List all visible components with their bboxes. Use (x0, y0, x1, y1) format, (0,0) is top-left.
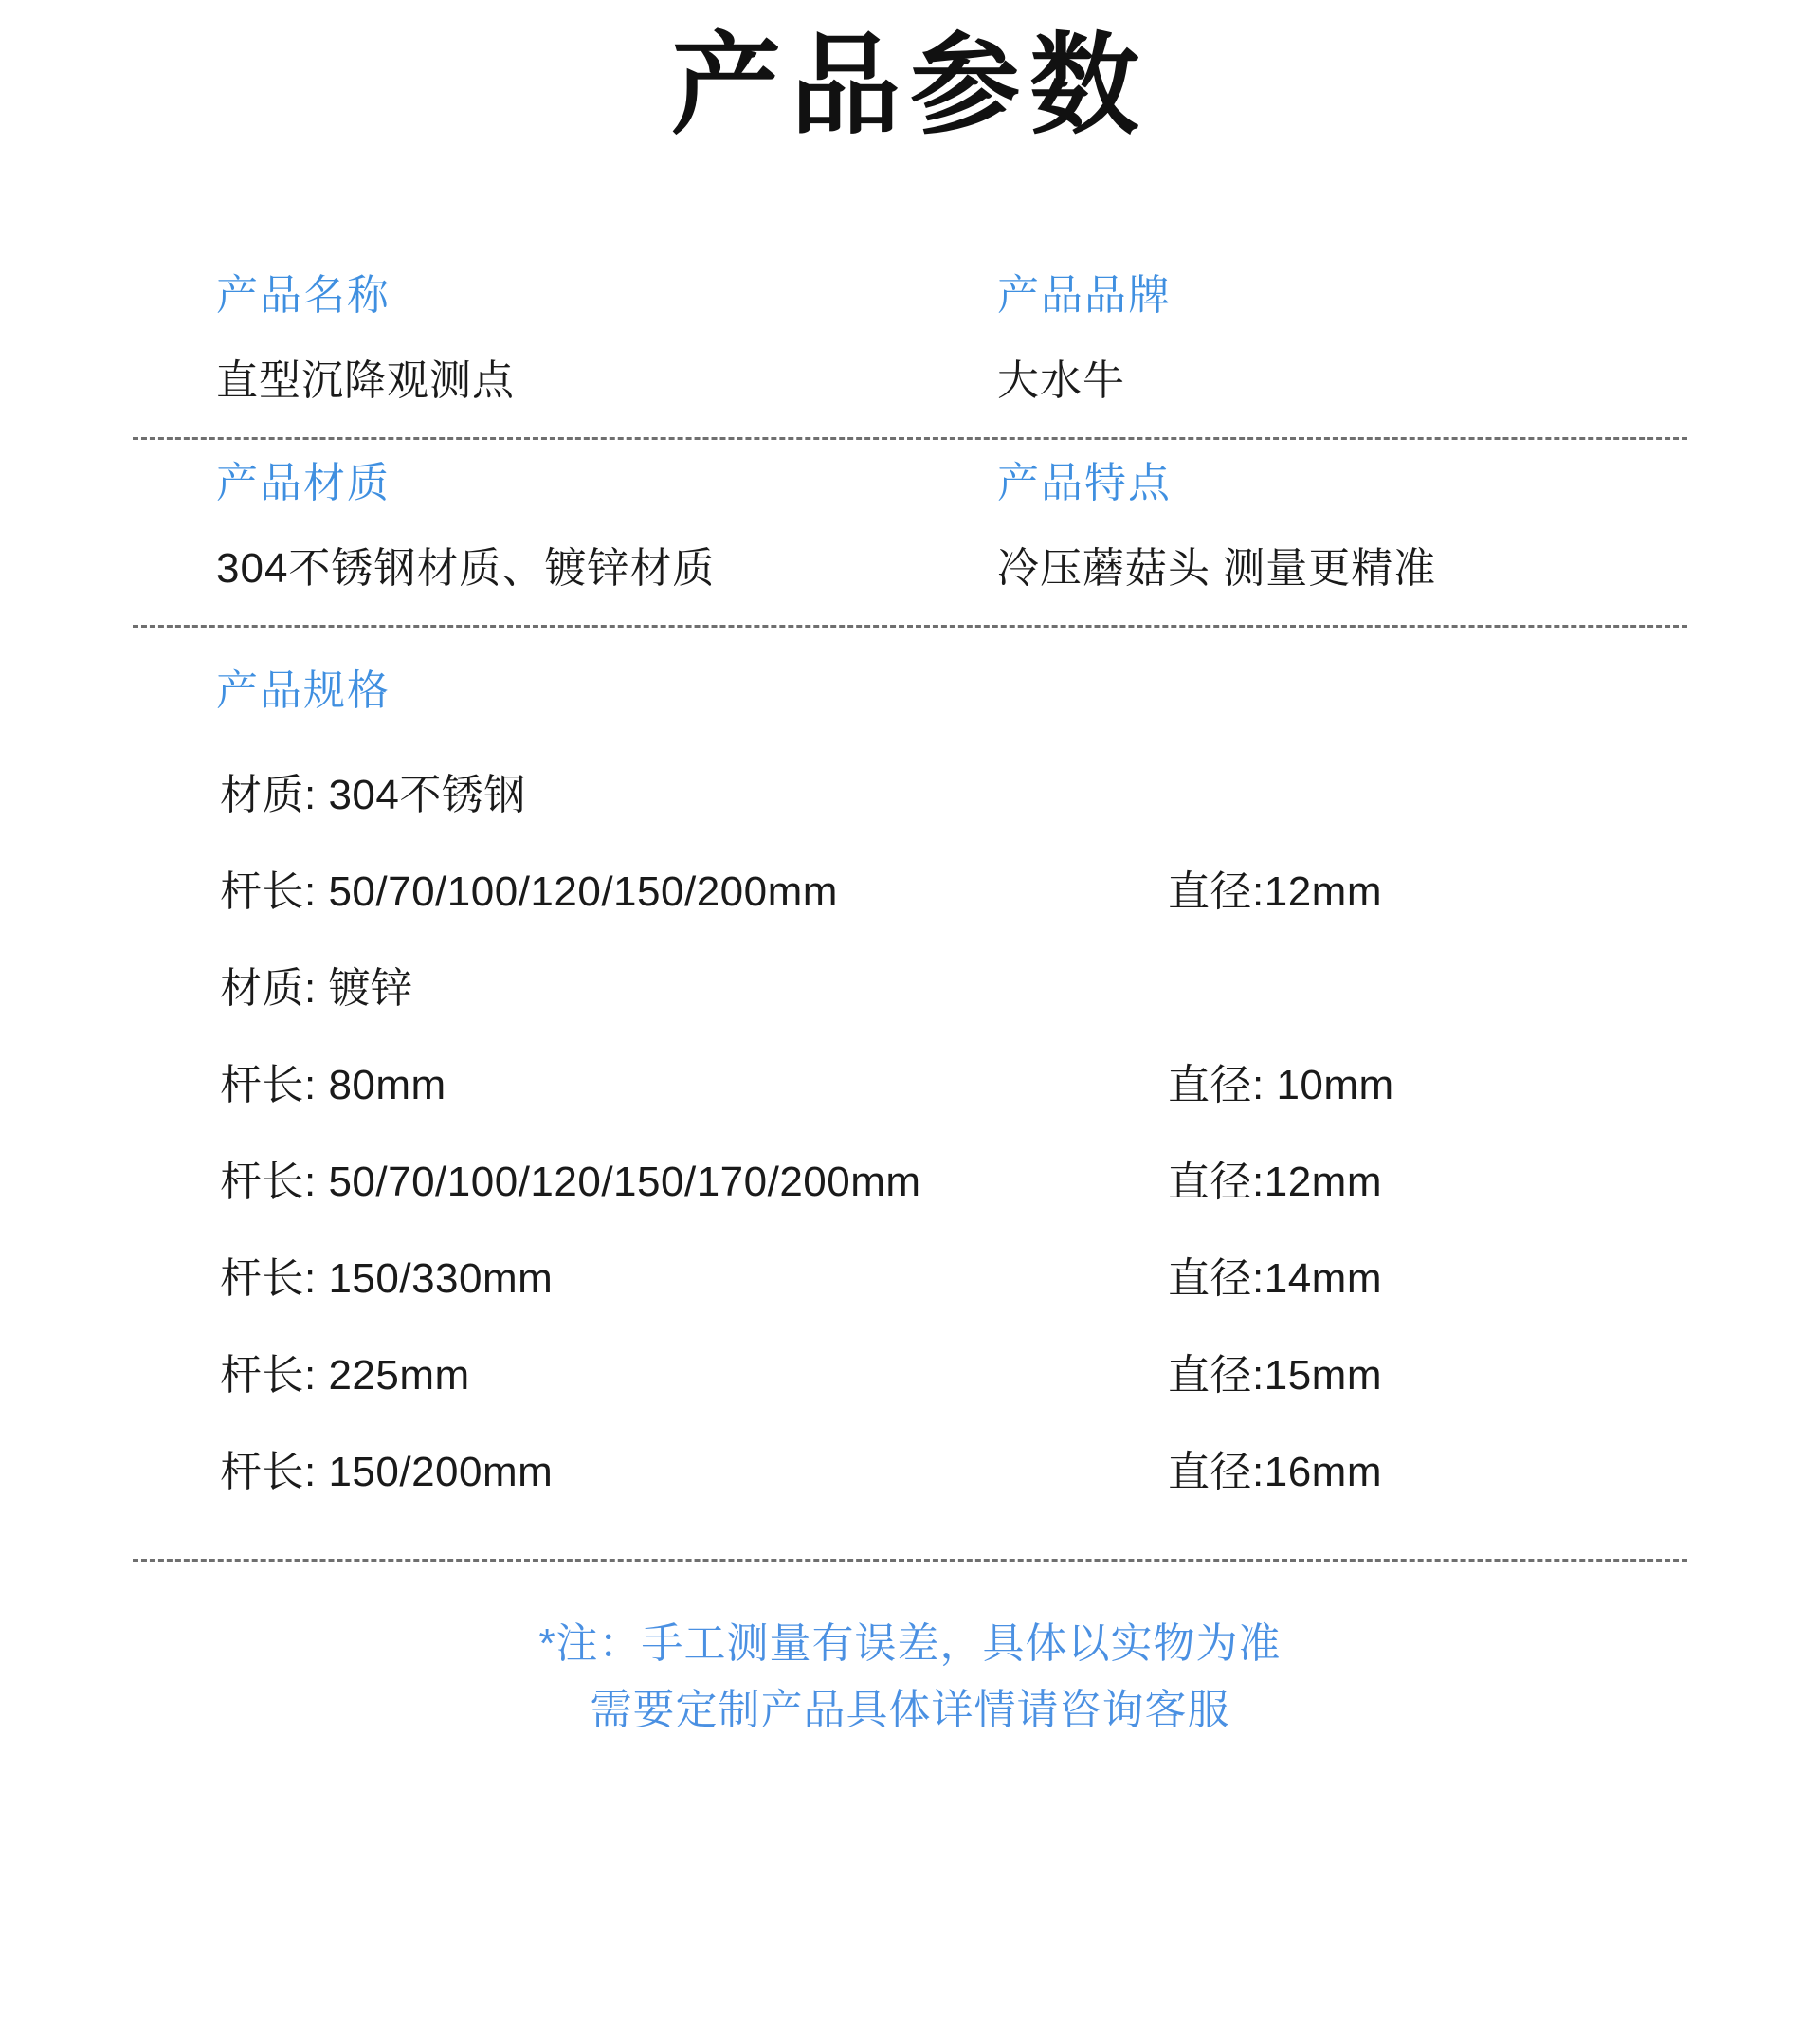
page-title: 产品参数 (671, 21, 1149, 150)
spec-row (133, 1341, 1687, 1401)
spec-label: 产品规格 (216, 667, 391, 714)
spacer (997, 319, 1687, 358)
parameters-content (133, 140, 1687, 1744)
spec-right: 直径:16mm (1168, 1448, 1382, 1495)
spec-left: 杆长: 80mm (220, 1061, 446, 1108)
field-label: 产品材质 (216, 459, 391, 506)
spec-left: 杆长: 150/330mm (220, 1254, 554, 1302)
note-line-1: *注：手工测量有误差，具体以实物为准 (538, 1619, 1282, 1667)
spec-row (133, 1147, 1687, 1208)
spec-row (133, 954, 1687, 1014)
field-label: 产品名称 (216, 272, 391, 319)
field-value: 直型沉降观测点 (216, 357, 515, 405)
field-value: 大水牛 (997, 357, 1125, 405)
specification-section (133, 628, 1687, 1559)
field-product-brand (910, 273, 1687, 405)
spec-row (133, 1437, 1687, 1498)
spec-row (133, 1244, 1687, 1305)
field-product-name (133, 273, 910, 405)
spec-right: 直径:12mm (1168, 868, 1382, 915)
field-row-1 (133, 252, 1687, 437)
field-label: 产品品牌 (997, 272, 1172, 319)
field-value: 冷压蘑菇头 测量更精准 (997, 545, 1437, 593)
spec-row (133, 1051, 1687, 1111)
field-product-material (133, 461, 910, 593)
spec-row (133, 760, 1687, 821)
spacer (997, 506, 1687, 546)
spec-list (133, 717, 1687, 1498)
spec-left: 材质: 304不锈钢 (220, 771, 526, 818)
spacer (216, 319, 910, 358)
spacer (216, 506, 910, 546)
spec-right: 直径:15mm (1168, 1351, 1382, 1398)
field-value: 304不锈钢材质、镀锌材质 (216, 545, 716, 593)
spec-left: 材质: 镀锌 (220, 964, 413, 1012)
spec-left: 杆长: 50/70/100/120/150/170/200mm (220, 1158, 921, 1205)
spec-right: 直径:14mm (1168, 1254, 1382, 1302)
spec-row (133, 857, 1687, 918)
field-label: 产品特点 (997, 459, 1172, 506)
field-product-feature (910, 461, 1687, 593)
note-line-2: 需要定制产品具体详情请咨询客服 (590, 1686, 1230, 1733)
note-block (133, 1562, 1687, 1744)
spec-right: 直径: 10mm (1168, 1061, 1394, 1108)
spec-left: 杆长: 150/200mm (220, 1448, 554, 1495)
spec-right: 直径:12mm (1168, 1158, 1382, 1205)
spec-left: 杆长: 225mm (220, 1351, 470, 1398)
spec-left: 杆长: 50/70/100/120/150/200mm (220, 868, 838, 915)
field-row-2 (133, 440, 1687, 625)
